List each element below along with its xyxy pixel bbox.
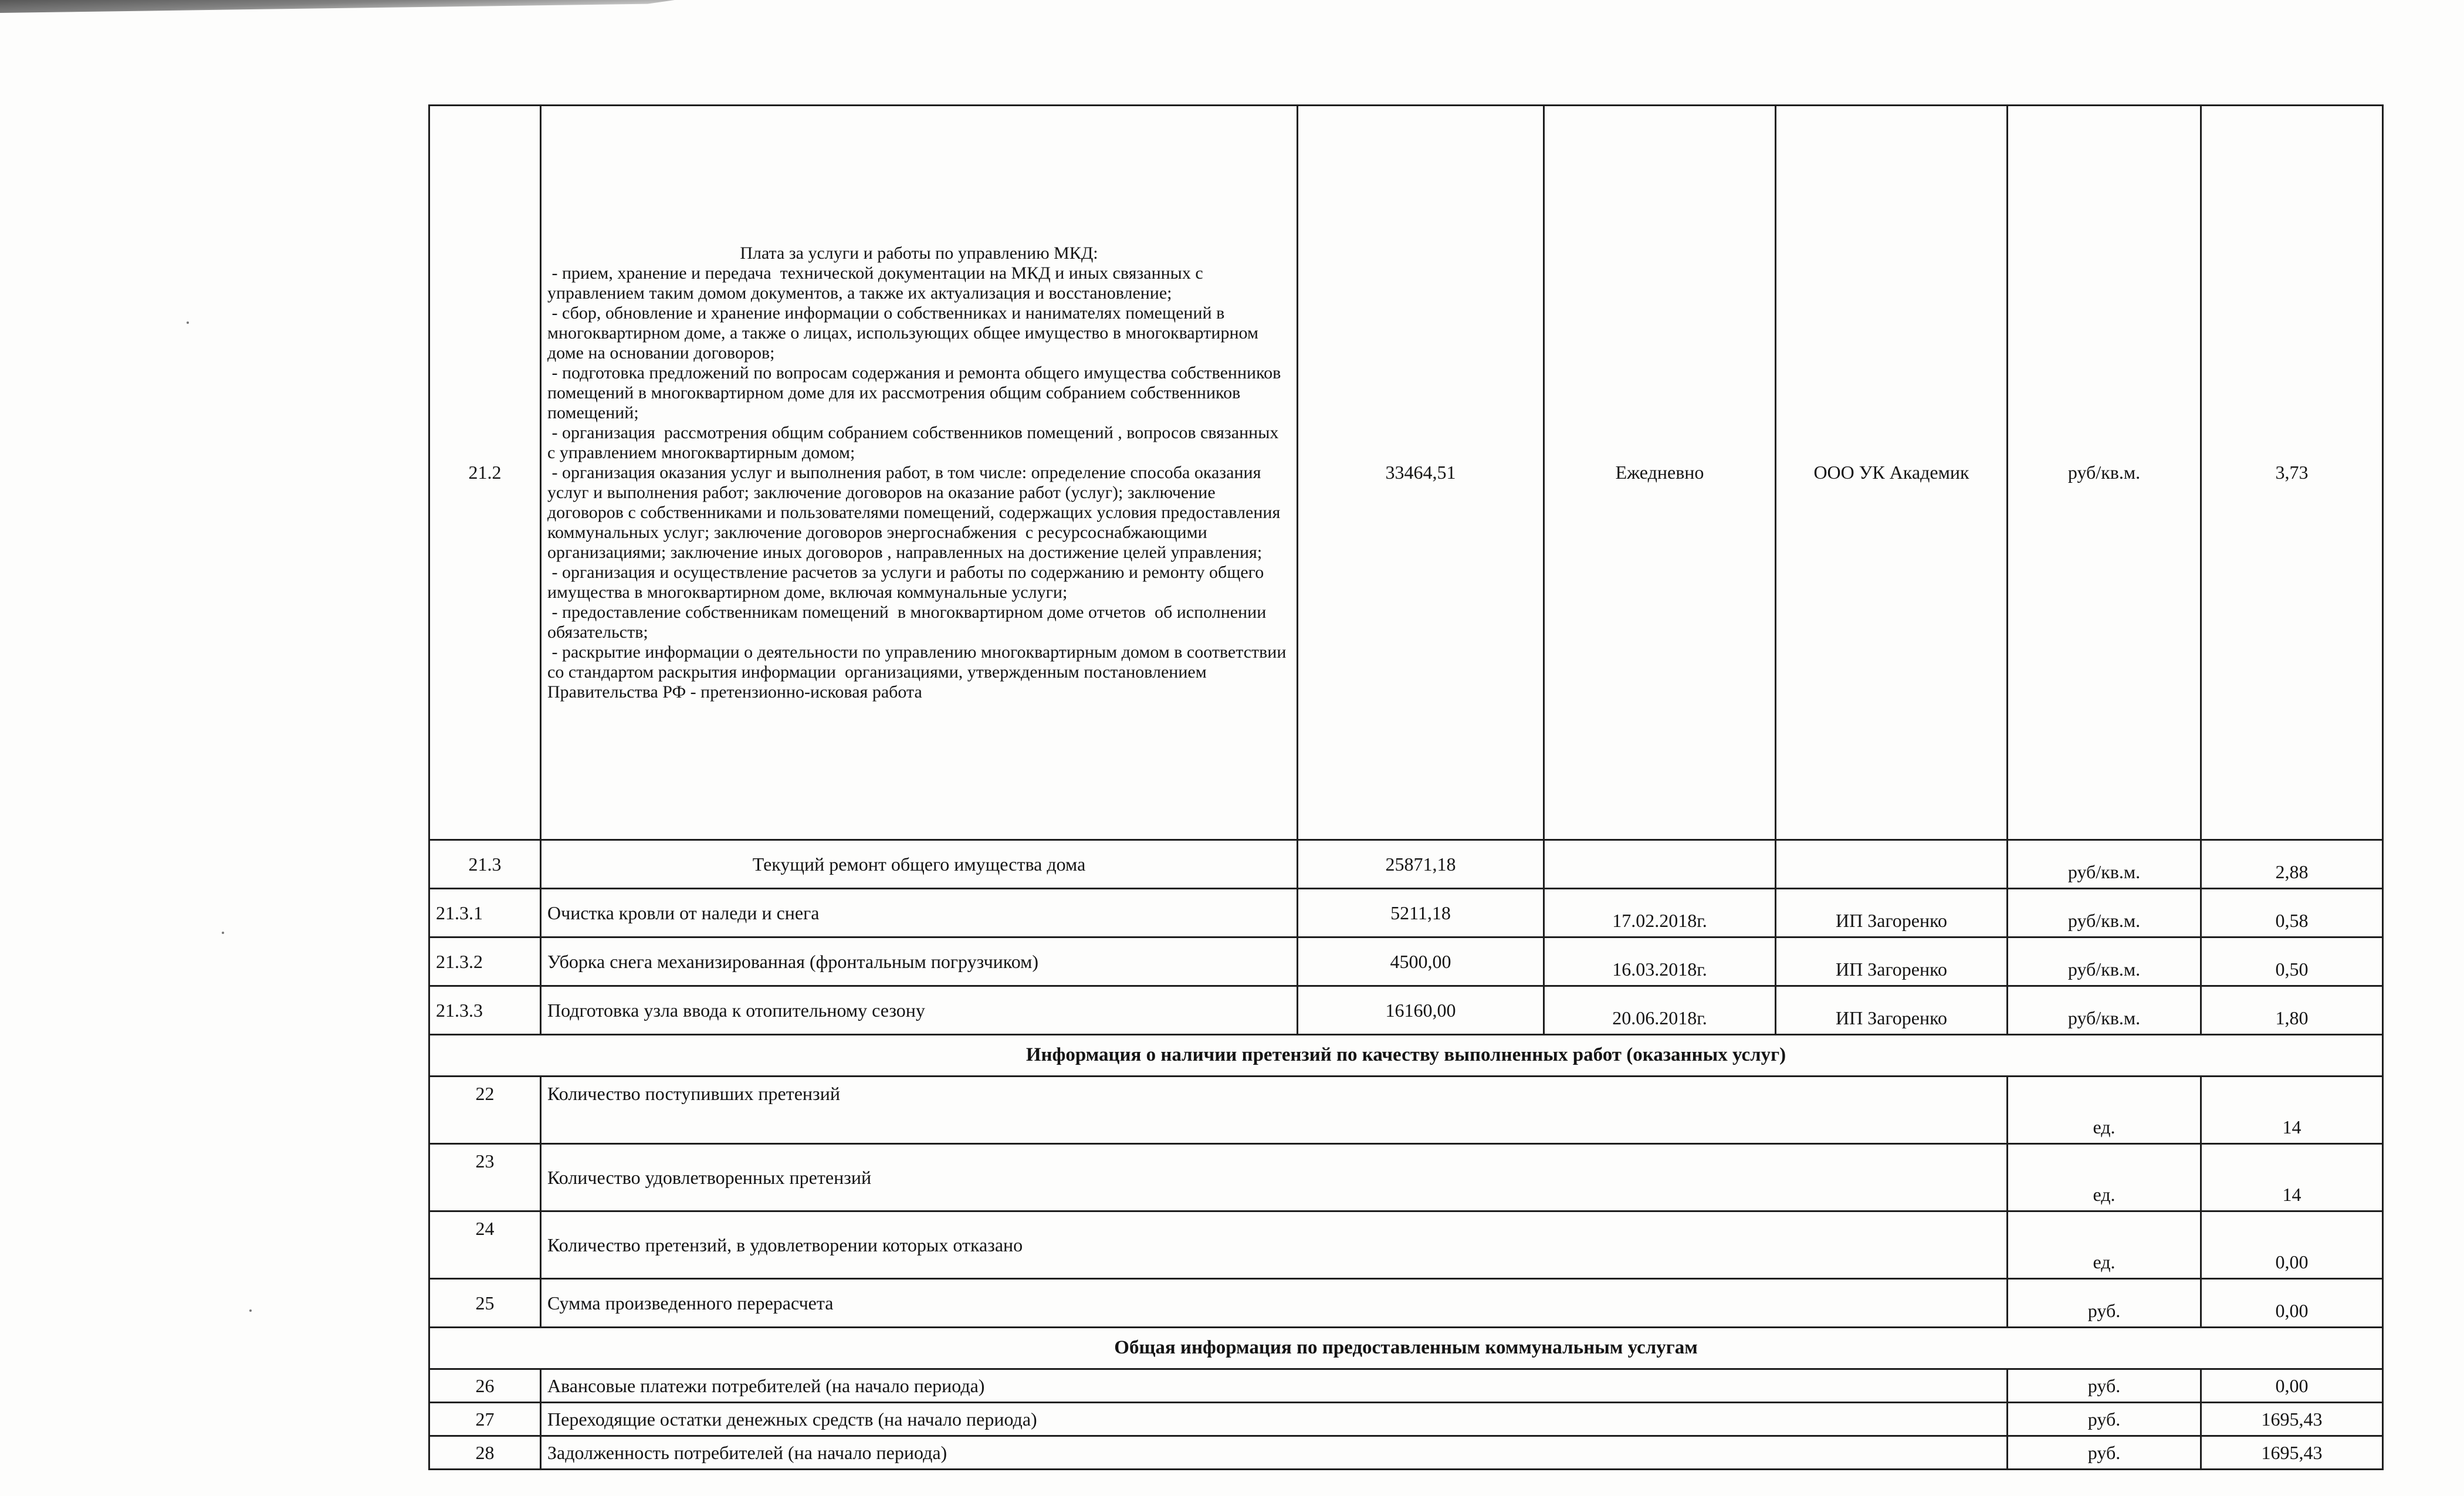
rate: 0,58 [2201,889,2383,937]
utility-item-name: Задолженность потребителей (на начало периода) [541,1436,2008,1470]
unit: руб/кв.м. [2008,937,2201,986]
claim-item-name: Количество поступивших претензий [541,1077,2008,1144]
table-row-25 [429,1279,2383,1328]
row-number: 24 [429,1211,541,1279]
claims-section-title: Информация о наличии претензий по качеству выполненных работ (оказанных услуг) [429,1035,2383,1077]
claim-item-name: Количество удовлетворенных претензий [541,1144,2008,1211]
value: 0,00 [2201,1211,2383,1279]
table-row-23 [429,1144,2383,1211]
table-row-21-3-3 [429,986,2383,1035]
table-row-26 [429,1369,2383,1403]
row-number: 21.3.2 [429,937,541,986]
unit: руб. [2008,1279,2201,1328]
unit: руб/кв.м. [2008,986,2201,1035]
utilities-section-title: Общая информация по предоставленным коммунальным услугам [429,1328,2383,1369]
scan-speck [187,321,189,324]
unit: руб/кв.м. [2008,889,2201,937]
mgmt-line: - организация оказания услуг и выполнения работ, в том числе: определение способа оказания услуг и выполнения работ; заключение договоров на оказание работ (услуг); заключение договоров с собственниками и пользователями помещений, содержащих условия предоставления коммунальных услуг; заключение договоров энергоснабжения с ресурсоснабжающими организациями; заключение иных договоров , направленных на достижение целей управления; [547,462,1285,562]
mgmt-line: - прием, хранение и передача технической документации на МКД и иных связанных с управлением таким домом документов, а также их актуализация и восстановление; [547,263,1208,303]
work-name: Подготовка узла ввода к отопительному сезону [541,986,1298,1035]
value: 14 [2201,1077,2383,1144]
work-name: Текущий ремонт общего имущества дома [541,840,1298,889]
unit: руб. [2008,1403,2201,1436]
value: 0,00 [2201,1369,2383,1403]
mgmt-line: - подготовка предложений по вопросам содержания и ремонта общего имущества собственников помещений в многоквартирном доме для их рассмотрения общим собранием собственников помещений; [547,363,1285,422]
contractor: ИП Загоренко [1776,889,2008,937]
unit: руб/кв.м. [2008,106,2201,840]
unit: ед. [2008,1211,2201,1279]
unit: ед. [2008,1144,2201,1211]
mgmt-line: - сбор, обновление и хранение информации о собственниках и нанимателях помещений в многоквартирном доме, а также о лицах, использующих общее имущество в многоквартирном доме на основании договоров; [547,303,1263,363]
table-row-21-3-1 [429,889,2383,937]
table-row-24 [429,1211,2383,1279]
value: 1695,43 [2201,1403,2383,1436]
scan-speck [249,1309,252,1312]
management-services-description [541,106,1298,840]
contractor: ИП Загоренко [1776,986,2008,1035]
row-number: 21.3.3 [429,986,541,1035]
scan-edge-shadow [0,0,675,13]
periodicity: Ежедневно [1544,106,1776,840]
table-row-27 [429,1403,2383,1436]
contractor: ООО УК Академик [1776,106,2008,840]
utility-item-name: Переходящие остатки денежных средств (на начало периода) [541,1403,2008,1436]
claim-item-name: Сумма произведенного перерасчета [541,1279,2008,1328]
table-row-21-3-2 [429,937,2383,986]
utility-item-name: Авансовые платежи потребителей (на начало периода) [541,1369,2008,1403]
work-date: 16.03.2018г. [1544,937,1776,986]
row-number: 21.3.1 [429,889,541,937]
utilities-section-row [429,1328,2383,1369]
amount: 33464,51 [1298,106,1544,840]
value: 14 [2201,1144,2383,1211]
work-name: Уборка снега механизированная (фронтальным погрузчиком) [541,937,1298,986]
work-date: 17.02.2018г. [1544,889,1776,937]
unit: ед. [2008,1077,2201,1144]
rate: 1,80 [2201,986,2383,1035]
claims-section-row [429,1035,2383,1077]
rate: 0,50 [2201,937,2383,986]
row-number: 28 [429,1436,541,1470]
work-name: Очистка кровли от наледи и снега [541,889,1298,937]
rate: 2,88 [2201,840,2383,889]
mgmt-line: - предоставление собственникам помещений в многоквартирном доме отчетов об исполнении обязательств; [547,602,1271,642]
table-row-28 [429,1436,2383,1470]
value: 0,00 [2201,1279,2383,1328]
mgmt-line: - организация рассмотрения общим собранием собственников помещений , вопросов связанных с управлением многоквартирным домом; [547,422,1283,462]
row-number: 21.2 [429,106,541,840]
amount: 4500,00 [1298,937,1544,986]
row-number: 21.3 [429,840,541,889]
rate: 3,73 [2201,106,2383,840]
value: 1695,43 [2201,1436,2383,1470]
mgmt-line: - раскрытие информации о деятельности по управлению многоквартирным домом в соответствии со стандартом раскрытия информации организациями, утвержденным постановлением Правительства РФ - претензионно-исковая работа [547,642,1291,702]
amount: 25871,18 [1298,840,1544,889]
unit: руб. [2008,1436,2201,1470]
work-date [1544,840,1776,889]
row-number: 25 [429,1279,541,1328]
mgmt-line: - организация и осуществление расчетов за услуги и работы по содержанию и ремонту общего имущества в многоквартирном доме, включая коммунальные услуги; [547,562,1268,602]
row-number: 26 [429,1369,541,1403]
row-number: 23 [429,1144,541,1211]
mgmt-line: Плата за услуги и работы по управлению МКД: [740,243,1098,263]
claim-item-name: Количество претензий, в удовлетворении которых отказано [541,1211,2008,1279]
contractor: ИП Загоренко [1776,937,2008,986]
unit: руб. [2008,1369,2201,1403]
table-row-21-2 [429,106,2383,840]
contractor [1776,840,2008,889]
table-row-21-3 [429,840,2383,889]
table-row-22 [429,1077,2383,1144]
amount: 5211,18 [1298,889,1544,937]
work-date: 20.06.2018г. [1544,986,1776,1035]
amount: 16160,00 [1298,986,1544,1035]
row-number: 27 [429,1403,541,1436]
unit: руб/кв.м. [2008,840,2201,889]
scan-speck [222,932,224,934]
row-number: 22 [429,1077,541,1144]
report-table [428,104,2384,1470]
